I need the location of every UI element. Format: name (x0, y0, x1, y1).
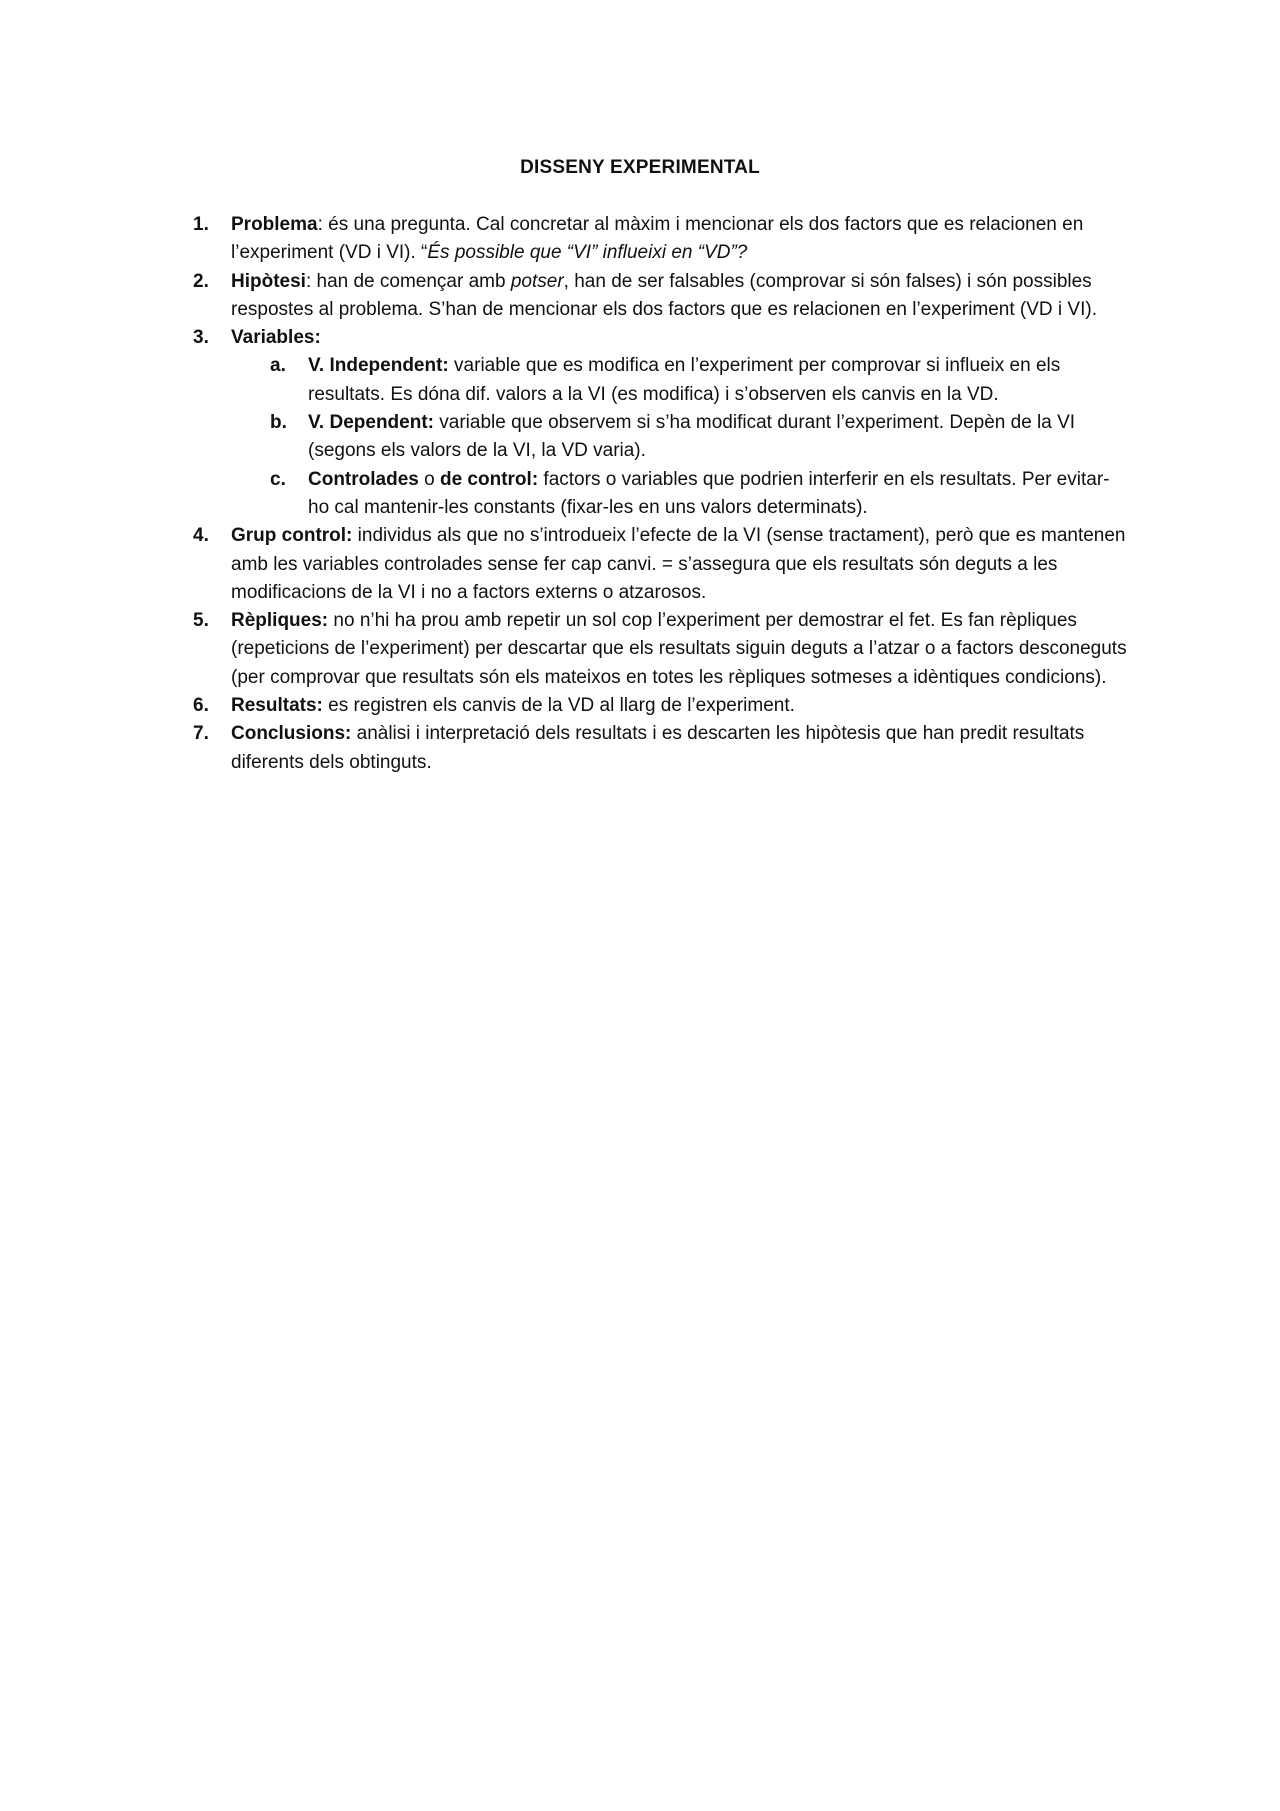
list-item-conclusions (193, 720, 1128, 777)
term-problema: Problema (231, 214, 318, 235)
item-text: no n’hi ha prou amb repetir un sol cop l’experiment per demostrar el fet. Es fan rèpliques (repeticions de l’experiment) per descartar que els resultats siguin deguts a l’atzar o a factors desconeguts (per comprovar que resultats són els mateixos en totes les rèpliques sotmeses a idèntiques condicions). (231, 610, 1127, 688)
list-item-repliques (193, 607, 1128, 692)
list-number: 5. (193, 610, 209, 632)
list-number: 1. (193, 214, 209, 235)
list-item-variables (193, 324, 1128, 352)
item-italic: potser (510, 270, 564, 292)
term-repliques: Rèpliques: (231, 610, 329, 632)
list-number: 4. (193, 525, 209, 547)
term-independent: V. Independent: (308, 355, 449, 377)
list-letter: a. (270, 355, 286, 377)
list-item-hipotesi (193, 268, 1128, 325)
item-text: individus als que no s’introdueix l’efecte de la VI (sense tractament), però que es mantenen amb les variables controlades sense fer cap canvi. = s’assegura que els resultats són deguts a les modificacions de la VI i no a factors externs o atzarosos. (231, 525, 1126, 603)
item-text: es registren els canvis de la VD al llarg de l’experiment. (322, 695, 795, 717)
sublist-item-dependent (270, 409, 1128, 466)
item-connector: o (418, 468, 440, 490)
list-item-resultats (193, 692, 1128, 720)
sublist-container (193, 352, 1128, 522)
term-controlades: Controlades (308, 468, 419, 490)
list-letter: c. (270, 468, 286, 490)
item-text-after: , han de ser falsables (comprovar si són falses) i són possibles respostes al problema. S’han de mencionar els dos factors que es relacionen en l’experiment (VD i VI). (231, 270, 1097, 320)
lettered-sublist (193, 352, 1128, 522)
item-text: factors o variables que podrien interferir en els resultats. Per evitar-ho cal mantenir-les constants (fixar-les en uns valors determinats). (308, 468, 1110, 518)
item-text: anàlisi i interpretació dels resultats i es descarten les hipòtesis que han predit resultats diferents dels obtinguts. (231, 723, 1085, 773)
item-text: variable que observem si s’ha modificat durant l’experiment. Depèn de la VI (segons els valors de la VI, la VD varia). (308, 412, 1076, 462)
item-text: : han de començar amb (305, 270, 511, 292)
document-title: DISSENY EXPERIMENTAL (520, 157, 760, 178)
item-italic: És possible que “VI” influeixi en “VD”? (427, 242, 748, 264)
list-number: 7. (193, 723, 209, 745)
term-resultats: Resultats: (231, 695, 323, 717)
term-conclusions: Conclusions: (231, 723, 352, 745)
term-dependent: V. Dependent: (308, 412, 434, 434)
term-hipotesi: Hipòtesi (231, 270, 306, 292)
list-letter: b. (270, 412, 287, 434)
sublist-item-independent (270, 352, 1128, 409)
document-body (193, 211, 1128, 777)
list-item-problema (193, 211, 1128, 268)
list-number: 6. (193, 695, 209, 717)
item-text: : és una pregunta. Cal concretar al màxim i mencionar els dos factors que es relacionen en l’experiment (VD i VI). “ (231, 214, 1084, 264)
list-item-grup-control (193, 522, 1128, 607)
term-variables: Variables: (231, 327, 321, 349)
numbered-list (193, 211, 1128, 777)
list-number: 2. (193, 270, 209, 292)
list-number: 3. (193, 327, 209, 349)
term-de-control: de control: (439, 468, 539, 490)
item-text: variable que es modifica en l’experiment per comprovar si influeix en els resultats. Es dóna dif. valors a la VI (es modifica) i s’observen els canvis en la VD. (308, 355, 1061, 405)
term-grup-control: Grup control: (231, 525, 353, 547)
sublist-item-controlades (270, 466, 1128, 523)
